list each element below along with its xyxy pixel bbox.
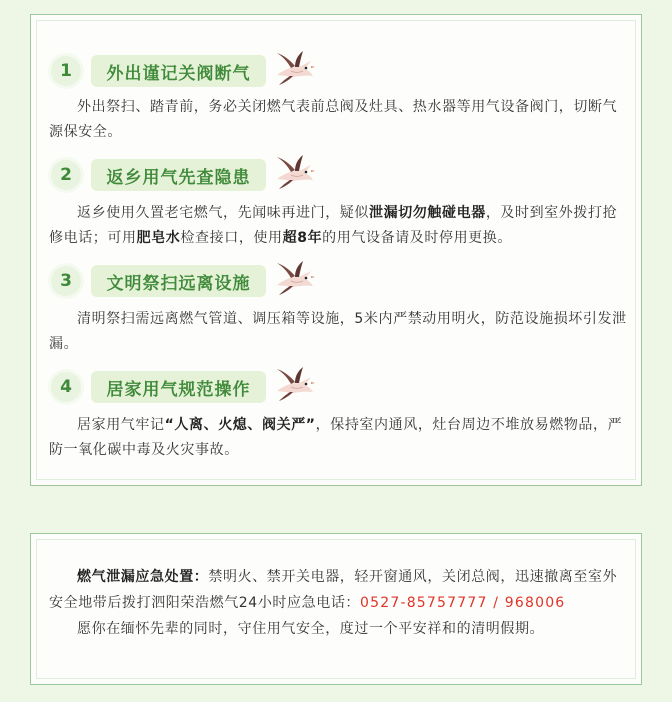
body-text: ，及时到室外拨打抢修电话；可用 — [49, 205, 618, 246]
section-body — [49, 201, 631, 251]
emphasis-text: “人离、火熄、阀关严” — [164, 417, 316, 433]
swallow-icon — [271, 49, 315, 89]
emergency-text — [49, 564, 631, 642]
body-text: 清明祭扫需远离燃气管道、调压箱等设施，5米内严禁动用明火，防范设施损坏引发泄漏。 — [49, 311, 627, 352]
closing-paragraph: 愿你在缅怀先辈的同时，守住用气安全，度过一个平安祥和的清明假期。 — [77, 621, 545, 637]
swallow-icon — [271, 365, 315, 405]
section-title: 返乡用气先查隐患 — [91, 159, 266, 191]
emergency-instructions: 禁明火、禁开关电器，轻开窗通风，关闭总阀，迅速撤离至室外安全地带后拨打泗阳荣浩燃气24小时应急电话： — [49, 569, 618, 611]
body-text: 返乡使用久置老宅燃气，先闻味再进门，疑似 — [77, 205, 369, 221]
tips-card — [30, 14, 642, 486]
section-title: 居家用气规范操作 — [91, 371, 266, 403]
section-body — [49, 95, 631, 145]
body-text: 外出祭扫、踏青前，务必关闭燃气表前总阀及灶具、热水器等用气设备阀门，切断气源保安全。 — [49, 99, 618, 140]
body-text: 居家用气牢记 — [77, 417, 165, 433]
section-title: 文明祭扫远离设施 — [91, 265, 266, 297]
swallow-icon — [271, 259, 315, 299]
section-number: 3 — [51, 266, 81, 296]
emphasis-text: 超8年 — [282, 230, 323, 246]
emergency-paragraph — [49, 564, 631, 616]
emergency-label: 燃气泄漏应急处置： — [77, 569, 209, 585]
body-text: 的用气设备请及时停用更换。 — [322, 230, 512, 246]
emphasis-text: 肥皂水 — [136, 230, 181, 246]
section-number: 4 — [51, 372, 81, 402]
swallow-icon — [271, 153, 315, 193]
section-title: 外出谨记关阀断气 — [91, 55, 266, 87]
section-body — [49, 307, 631, 357]
emergency-phone: 0527-85757777 / 968006 — [360, 595, 566, 611]
section-header — [49, 53, 349, 93]
emphasis-text: 泄漏切勿触碰电器 — [369, 205, 486, 221]
section-header — [49, 369, 349, 409]
emergency-card — [30, 533, 642, 685]
body-text: ，保持室内通风，灶台周边不堆放易燃物品，严防一氧化碳中毒及火灾事故。 — [49, 417, 623, 458]
body-text: 检查接口，使用 — [180, 230, 283, 246]
section-body — [49, 413, 631, 463]
section-number: 2 — [51, 160, 81, 190]
section-header — [49, 263, 349, 303]
section-number: 1 — [51, 56, 81, 86]
section-header — [49, 157, 349, 197]
